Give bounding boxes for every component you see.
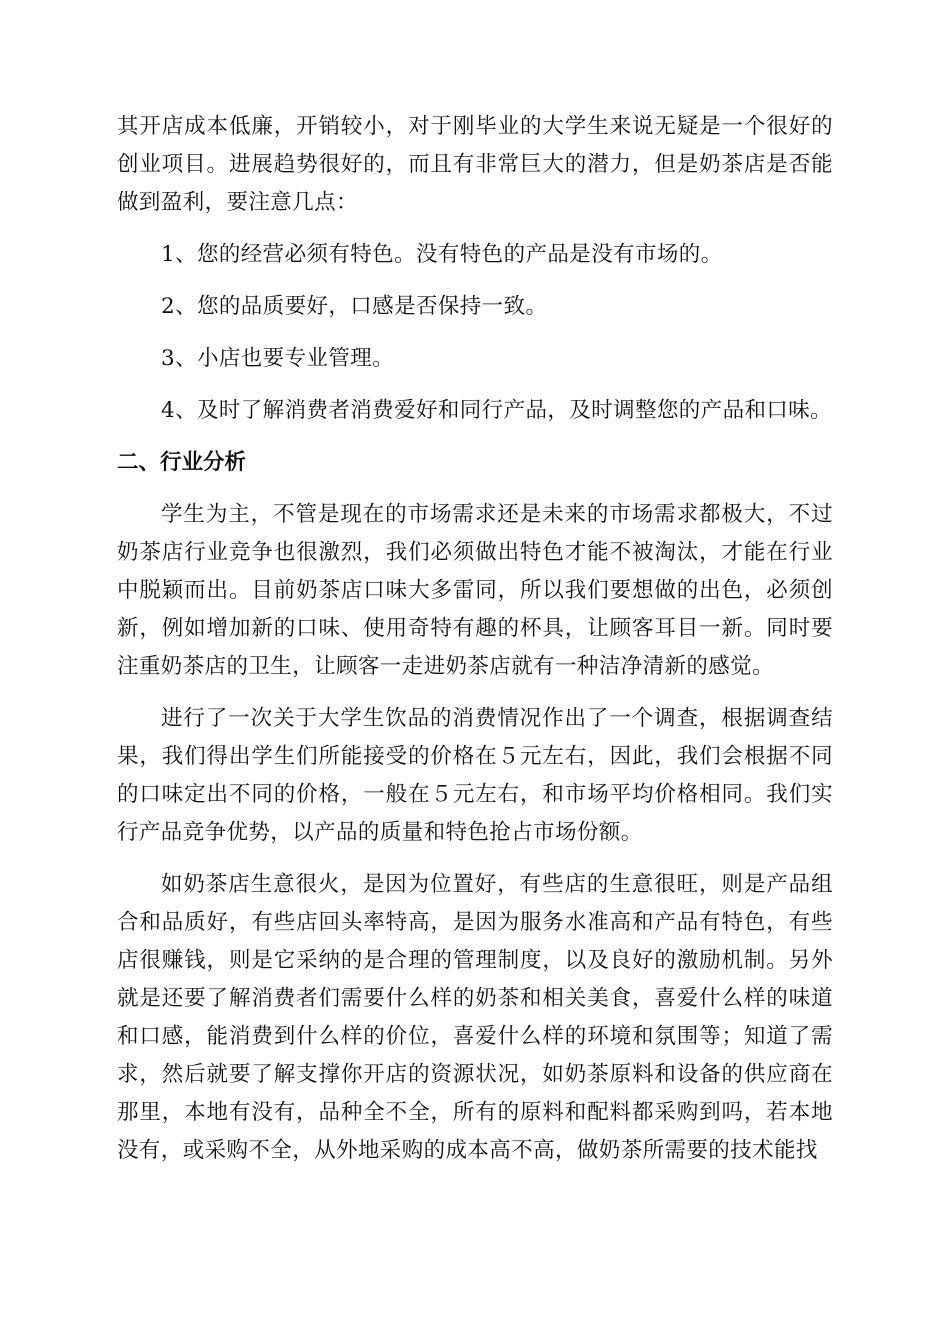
intro-paragraph: 其开店成本低廉，开销较小，对于刚毕业的大学生来说无疑是一个很好的创业项目。进展趋势很好的，而且有非常巨大的潜力，但是奶茶店是否能做到盈利，要注意几点： xyxy=(117,114,833,215)
body-paragraph-1: 学生为主，不管是现在的市场需求还是未来的市场需求都极大，不过奶茶店行业竞争也很激烈，我们必须做出特色才能不被淘汰，才能在行业中脱颖而出。目前奶茶店口味大多雷同，所以我们要想做的出色，必须创新，例如增加新的口味、使用奇特有趣的杯具，让顾客耳目一新。同时要注重奶茶店的卫生，让顾客一走进奶茶店就有一种洁净清新的感觉。 xyxy=(117,502,833,679)
point-item-4: 4、及时了解消费者消费爱好和同行产品，及时调整您的产品和口味。 xyxy=(161,398,833,423)
point-item-3: 3、小店也要专业管理。 xyxy=(161,346,395,371)
document-page xyxy=(117,108,833,1170)
body-paragraph-2: 进行了一次关于大学生饮品的消费情况作出了一个调查，根据调查结果，我们得出学生们所能接受的价格在５元左右，因此，我们会根据不同的口味定出不同的价格，一般在５元左右，和市场平均价格相同。我们实行产品竞争优势，以产品的质量和特色抢占市场份额。 xyxy=(117,706,833,845)
section-heading: 二、行业分析 xyxy=(117,450,247,475)
point-item-1: 1、您的经营必须有特色。没有特色的产品是没有市场的。 xyxy=(161,242,723,267)
body-paragraph-3: 如奶茶店生意很火，是因为位置好，有些店的生意很旺，则是产品组合和品质好，有些店回头率特高，是因为服务水准高和产品有特色，有些店很赚钱，则是它采纳的是合理的管理制度，以及良好的激励机制。另外就是还要了解消费者们需要什么样的奶茶和相关美食，喜爱什么样的味道和口感，能消费到什么样的价位，喜爱什么样的环境和氛围等；知道了需求，然后就要了解支撑你开店的资源状况，如奶茶原料和设备的供应商在那里，本地有没有，品种全不全，所有的原料和配料都采购到吗，若本地没有，或采购不全，从外地采购的成本高不高，做奶茶所需要的技术能找 xyxy=(117,872,833,1163)
point-item-2: 2、您的品质要好，口感是否保持一致。 xyxy=(161,294,548,319)
